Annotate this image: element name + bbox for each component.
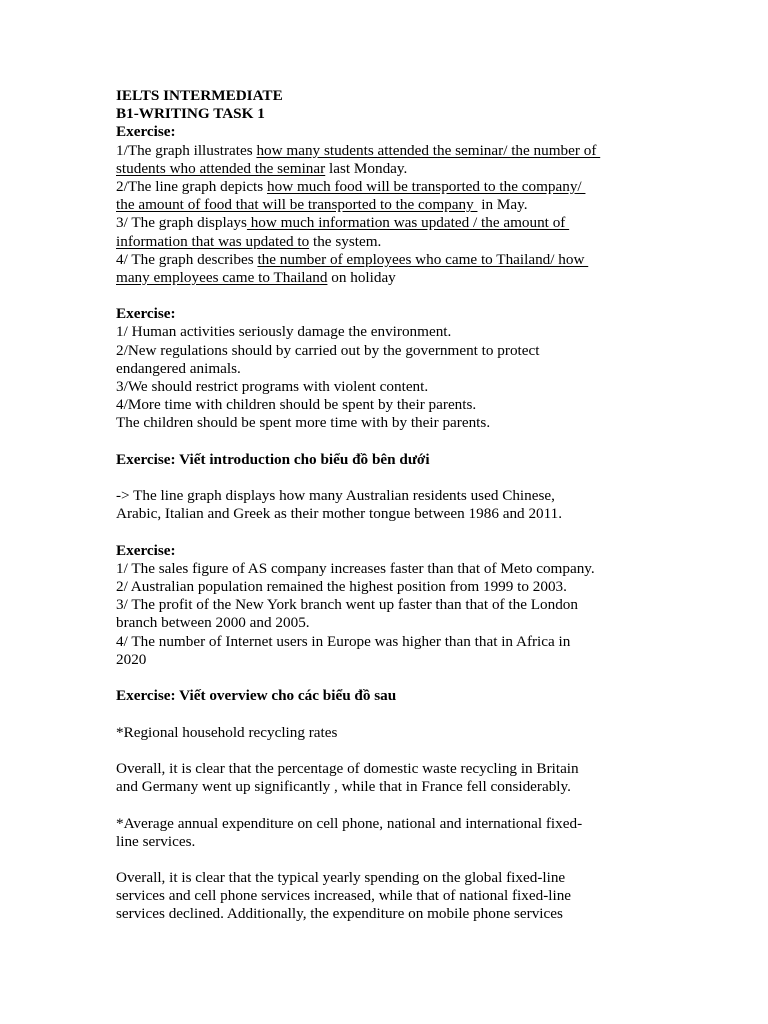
exercise-line: 4/ The number of Internet users in Europe was higher than that in Africa in (116, 632, 571, 650)
blank-line (116, 705, 656, 723)
blank-line (116, 469, 656, 487)
exercise-line: branch between 2000 and 2005. (116, 614, 310, 632)
document-subtitle: B1-WRITING TASK 1 (116, 105, 265, 123)
underlined-answer: how many students attended the seminar/ the number of (256, 141, 601, 159)
exercise-line: -> The line graph displays how many Australian residents used Chinese, (116, 487, 555, 505)
plain-text: in May. (477, 196, 528, 214)
section-heading: Exercise: (116, 541, 176, 559)
plain-text: 4/ The graph describes (116, 250, 258, 268)
underlined-answer: the number of employees who came to Thailand/ how (257, 250, 589, 268)
section-heading: Exercise: Viết introduction cho biểu đồ bên dưới (116, 450, 430, 468)
exercise-line: 3/We should restrict programs with violent content. (116, 378, 429, 395)
underlined-answer: how much information was updated / the amount of (246, 214, 570, 232)
blank-line (116, 433, 656, 451)
underlined-answer: students who attended the seminar (116, 159, 326, 177)
underlined-answer: many employees came to Thailand (116, 268, 328, 286)
exercise-line: 2/ Australian population remained the highest position from 1999 to 2003. (116, 578, 567, 596)
underlined-answer: the amount of food that will be transported to the company (116, 196, 478, 214)
exercise-line: endangered animals. (116, 359, 241, 377)
overview-line: services declined. Additionally, the expenditure on mobile phone services (116, 905, 563, 923)
overview-line: Overall, it is clear that the percentage of domestic waste recycling in Britain (116, 759, 579, 777)
exercise-line (116, 251, 656, 269)
blank-line (116, 524, 656, 542)
overview-line: and Germany went up significantly , while that in France fell considerably. (116, 778, 571, 796)
exercise-line (116, 214, 656, 232)
plain-text: the system. (309, 232, 382, 250)
section-heading: Exercise: (116, 305, 176, 323)
exercise-line: 2020 (116, 650, 147, 668)
overview-line: Overall, it is clear that the typical yearly spending on the global fixed-line (116, 869, 566, 887)
underlined-answer: information that was updated to (116, 232, 310, 250)
blank-line (116, 287, 656, 305)
blank-line (116, 851, 656, 869)
plain-text: 1/The graph illustrates (116, 141, 257, 159)
exercise-line: 1/ Human activities seriously damage the environment. (116, 323, 452, 341)
chart-topic: *Regional household recycling rates (116, 723, 338, 741)
document-content (116, 87, 656, 924)
exercise-line: The children should be spent more time with by their parents. (116, 414, 491, 432)
document-title: IELTS INTERMEDIATE (116, 87, 283, 104)
exercise-line: 4/More time with children should be spent by their parents. (116, 396, 477, 414)
exercise-line (116, 178, 656, 196)
plain-text: on holiday (327, 268, 396, 286)
chart-topic: *Average annual expenditure on cell phone, national and international fixed- (116, 814, 583, 832)
exercise-line (116, 196, 656, 214)
section-heading: Exercise: Viết overview cho các biểu đồ sau (116, 687, 397, 705)
exercise-line: 1/ The sales figure of AS company increases faster than that of Meto company. (116, 559, 595, 577)
chart-topic: line services. (116, 832, 196, 850)
underlined-answer: how much food will be transported to the company/ (267, 177, 586, 195)
exercise-line (116, 142, 656, 160)
blank-line (116, 796, 656, 814)
exercise-line: 3/ The profit of the New York branch went up faster than that of the London (116, 596, 578, 614)
overview-line: services and cell phone services increased, while that of national fixed-line (116, 887, 572, 905)
blank-line (116, 669, 656, 687)
exercise-line: Arabic, Italian and Greek as their mother tongue between 1986 and 2011. (116, 505, 563, 523)
plain-text: 2/The line graph depicts (116, 177, 267, 195)
exercise-line (116, 269, 656, 287)
plain-text: 3/ The graph displays (116, 214, 247, 232)
section-heading: Exercise: (116, 123, 176, 141)
exercise-line (116, 160, 656, 178)
blank-line (116, 742, 656, 760)
plain-text: last Monday. (325, 159, 408, 177)
exercise-line: 2/New regulations should by carried out by the government to protect (116, 341, 540, 359)
exercise-line (116, 233, 656, 251)
